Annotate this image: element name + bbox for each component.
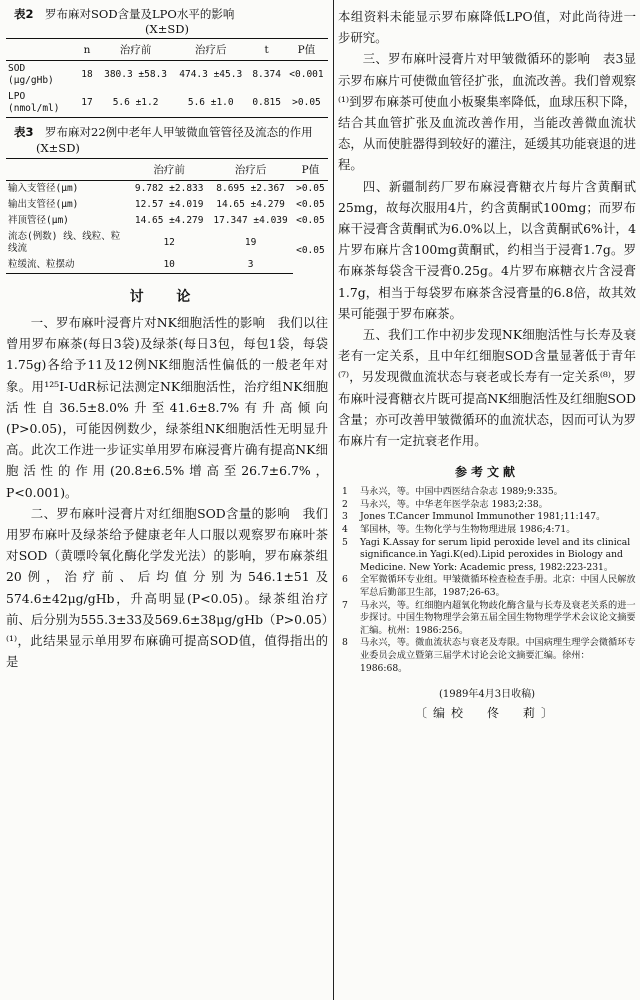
flow-p-value: <0.05 xyxy=(296,245,325,257)
reference-item: 8 马永兴，等。微血流状态与衰老及寿限。中国病理生理学会微循环专业委员会成立暨第三届学术讨论会论文摘要汇编。徐州：1986:68。 xyxy=(342,637,636,674)
reference-item: 7 马永兴，等。红细胞内超氧化物歧化酶含量与长寿及衰老关系的进一步探讨。中国生物物理学会第五届全国生物物理学学术会议论文摘要汇编。杭州：1986:256。 xyxy=(342,599,636,636)
paragraph: 一、罗布麻叶浸膏片对NK细胞活性的影响 我们以往曾用罗布麻茶(每日3袋)及绿茶(每日3包，每包1袋，每袋1.75g)各给予11及12例NK细胞活性偏低的一般老年对象。用¹²⁵I-UdR标记法测定NK细胞活性，治疗组NK细胞活性自36.5±8.0%升至41.6±8.7%有升高倾向(P>0.05)，可能因例数少，绿茶组NK细胞活性无明显升高。此次工作进一步证实单用罗布麻浸膏片确有提高NK细胞活性的作用(20.8±6.5%增高至26.7±6.7%，P<0.001)。 xyxy=(6,315,328,500)
table-row: 粒缓流、粒摆动 10 3 xyxy=(6,257,328,274)
reference-item: 5 Yagi K.Assay for serum lipid peroxide level and its clinical significance.in Yagi.K(ed).Lipid peroxides in Biology and Medicine. New York: Academic press, 1982:223-231。 xyxy=(342,536,631,573)
paragraph: 二、罗布麻叶浸膏片对红细胞SOD含量的影响 我们用罗布麻叶及绿茶给予健康老年人口服以观察罗布麻叶茶对SOD（黄嘌呤氧化酶化学发光法）的影响，罗布麻茶组20例，治疗前、后均值分别为546.1±51及574.6±42μg/gHb，升高明显(P<0.05)。绿茶组治疗前、后分别为555.3±33及569.6±38μg/gHb（P>0.05）⁽¹⁾，此结果显示单用罗布麻确可提高SOD值，值得指出的是 xyxy=(6,505,328,670)
reference-item: 2 马永兴，等。中华老年医学杂志 1983;2:38。 xyxy=(342,498,548,510)
reference-item: 1 马永兴，等。中国中西医结合杂志 1989;9:335。 xyxy=(342,486,563,498)
table3 xyxy=(6,158,328,274)
reference-item: 3 Jones T.Cancer Immunol Immunother 1981;11:147。 xyxy=(342,511,606,523)
reference-list xyxy=(338,486,636,675)
flow-group-label: 流态(例数) xyxy=(8,231,58,242)
table3-header: 治疗前 治疗后 P值 xyxy=(6,159,328,181)
paragraph: 四、新疆制药厂罗布麻浸膏糖衣片每片含黄酮甙25mg，故每次服用4片，约含黄酮甙100mg；而罗布麻干浸膏含黄酮甙为6.0%以上，以含黄酮甙6%计，4片罗布麻片含100mg黄酮甙，约相当于浸膏1.7g。罗布麻茶每袋含干浸膏0.25g。4片罗布麻糖衣片含浸膏1.7g，相当于每袋罗布麻茶含浸膏量的6.8倍，故其效果可能强于罗布麻茶。 xyxy=(338,178,636,321)
discussion-heading: 讨 论 xyxy=(129,289,205,305)
paragraph: 本组资料未能显示罗布麻降低LPO值，对此尚待进一步研究。 xyxy=(338,9,636,46)
references-heading: 参考文献 xyxy=(454,465,519,480)
table-row: 袢顶管径(μm) 14.65 ±4.279 17.347 ±4.039 <0.05 xyxy=(8,215,325,226)
table-row: 输入支管径(μm) 9.782 ±2.833 8.695 ±2.367 >0.05 xyxy=(8,183,325,194)
editor-note: 〔编校 佟 莉〕 xyxy=(414,706,559,721)
paragraph: 五、我们工作中初步发现NK细胞活性与长寿及衰老有一定关系，且中年红细胞SOD含量显著低于青年⁽⁷⁾，另发现微血流状态与衰老或长寿有一定关系⁽⁸⁾，罗布麻叶浸膏糖衣片既可提高NK细胞活性及红细胞SOD含量；亦可改善甲皱微循环的血流状态，因而可认为罗布麻片有一定抗衰老作用。 xyxy=(338,327,636,449)
reference-item: 6 全军微循环专业组。甲皱微循环检查检查手册。北京：中国人民解放军总后勤部卫生部，1987;26-63。 xyxy=(342,574,636,599)
table2-caption: 表2 罗布麻对SOD含量及LPO水平的影响 xyxy=(14,7,235,21)
received-date: (1989年4月3日收稿) xyxy=(439,689,535,701)
table-row: SOD (μg/gHb) 18 380.3 ±58.3 474.3 ±45.3 8.374 <0.001 xyxy=(8,63,324,86)
table2 xyxy=(6,38,328,118)
paragraph: 三、罗布麻叶浸膏片对甲皱微循环的影响 表3显示罗布麻片可使微血管径扩张，血流改善。我们曾观察⁽¹⁾到罗布麻茶可使血小板聚集率降低，血球压积下降，结合其血管扩张及血流改善作用，当能改善微血流状态，从而使脏器得到较好的灌注，延缓其功能衰退的进程。 xyxy=(338,51,636,173)
table2-subcaption: (X±SD) xyxy=(145,22,189,36)
table-row: 流态(例数) 线、线粒、粒线流 12 19 <0.05 xyxy=(6,229,328,257)
flow-row-label: 线、线粒、粒线流 xyxy=(8,231,121,254)
left-column xyxy=(6,0,328,672)
right-column xyxy=(338,0,636,721)
table-row: 输出支管径(μm) 12.57 ±4.019 14.65 ±4.279 <0.05 xyxy=(8,199,325,210)
column-divider xyxy=(333,0,334,1000)
table2-header: n 治疗前 治疗后 t P值 xyxy=(6,39,328,61)
table3-caption: 表3 罗布麻对22例中老年人甲皱微血管管径及流态的作用 (X±SD) xyxy=(14,125,313,155)
reference-item: 4 邹国林，等。生物化学与生物物理进展 1986;4:71。 xyxy=(342,524,576,536)
table-row: LPO (nmol/ml) 17 5.6 ±1.2 5.6 ±1.0 0.815 >0.05 xyxy=(6,89,328,118)
